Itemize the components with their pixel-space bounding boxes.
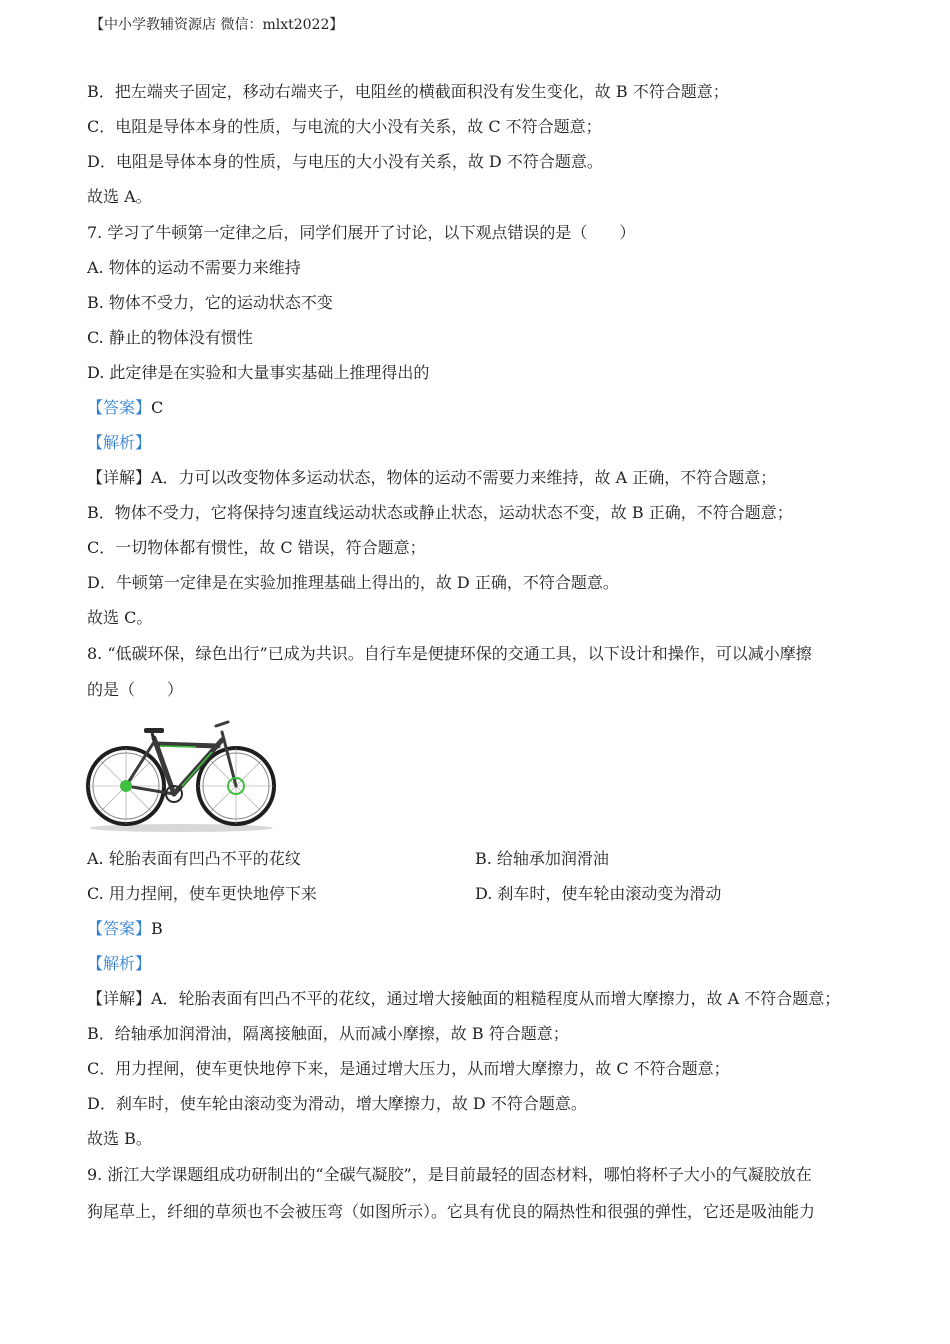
answer-value: B bbox=[151, 919, 163, 938]
q9-stem-line-2: 狗尾草上，纤细的草须也不会被压弯（如图所示）。它具有优良的隔热性和很强的弹性，它还是吸油能力 bbox=[87, 1202, 816, 1221]
bicycle-image bbox=[86, 712, 276, 834]
answer-tag: 【答案】 bbox=[87, 919, 152, 938]
page-header: 【中小学教辅资源店 微信：mlxt2022】 bbox=[90, 17, 344, 33]
q7-option-a: A. 物体的运动不需要力来维持 bbox=[87, 258, 301, 277]
q7-detail-c: C．一切物体都有惯性，故 C 错误，符合题意； bbox=[87, 538, 426, 557]
q7-detail-b: B．物体不受力，它将保持匀速直线运动状态或静止状态，运动状态不变，故 B 正确，不符合题意； bbox=[87, 503, 793, 522]
q7-option-c: C. 静止的物体没有惯性 bbox=[87, 328, 253, 347]
q8-option-b: B. 给轴承加润滑油 bbox=[475, 849, 609, 868]
q8-answer bbox=[87, 919, 163, 939]
q7-final-choice: 故选 C。 bbox=[87, 608, 153, 627]
q7-answer bbox=[87, 398, 163, 418]
q8-option-c: C. 用力捏闸，使车更快地停下来 bbox=[87, 884, 317, 903]
q9-stem-line-1: 9. 浙江大学课题组成功研制出的“全碳气凝胶”，是目前最轻的固态材料，哪怕将杯子大小的气凝胶放在 bbox=[87, 1165, 812, 1184]
q8-detail-d: D．刹车时，使车轮由滚动变为滑动，增大摩擦力，故 D 不符合题意。 bbox=[87, 1094, 587, 1113]
q8-detail-a: 【详解】A．轮胎表面有凹凸不平的花纹，通过增大接触面的粗糙程度从而增大摩擦力，故 A 不符合题意； bbox=[87, 989, 841, 1008]
q7-stem: 7. 学习了牛顿第一定律之后，同学们展开了讨论，以下观点错误的是（ ） bbox=[87, 223, 636, 242]
q8-stem-line-1: 8. “低碳环保，绿色出行”已成为共识。自行车是便捷环保的交通工具，以下设计和操作，可以减小摩擦 bbox=[87, 644, 812, 663]
q6-final-choice: 故选 A。 bbox=[87, 187, 152, 206]
answer-value: C bbox=[151, 398, 164, 417]
q7-option-d: D. 此定律是在实验和大量事实基础上推理得出的 bbox=[87, 363, 430, 382]
q8-option-d: D. 刹车时，使车轮由滚动变为滑动 bbox=[475, 884, 722, 903]
q7-detail-d: D．牛顿第一定律是在实验加推理基础上得出的，故 D 正确，不符合题意。 bbox=[87, 573, 619, 592]
q8-analysis-tag: 【解析】 bbox=[87, 954, 152, 973]
q8-option-a: A. 轮胎表面有凹凸不平的花纹 bbox=[87, 849, 301, 868]
q6-option-b-explanation: B．把左端夹子固定，移动右端夹子，电阻丝的横截面积没有发生变化，故 B 不符合题意； bbox=[87, 82, 729, 101]
q7-option-b: B. 物体不受力，它的运动状态不变 bbox=[87, 293, 333, 312]
q6-option-d-explanation: D．电阻是导体本身的性质，与电压的大小没有关系，故 D 不符合题意。 bbox=[87, 152, 603, 171]
answer-tag: 【答案】 bbox=[87, 398, 152, 417]
q8-stem-line-2: 的是（ ） bbox=[87, 680, 184, 699]
q8-detail-b: B．给轴承加润滑油，隔离接触面，从而减小摩擦，故 B 符合题意； bbox=[87, 1024, 569, 1043]
q7-detail-a: 【详解】A．力可以改变物体多运动状态，物体的运动不需要力来维持，故 A 正确，不符合题意； bbox=[87, 468, 777, 487]
q7-analysis-tag: 【解析】 bbox=[87, 433, 152, 452]
q6-option-c-explanation: C．电阻是导体本身的性质，与电流的大小没有关系，故 C 不符合题意； bbox=[87, 117, 602, 136]
q8-final-choice: 故选 B。 bbox=[87, 1129, 152, 1148]
q8-detail-c: C．用力捏闸，使车更快地停下来，是通过增大压力，从而增大摩擦力，故 C 不符合题意； bbox=[87, 1059, 730, 1078]
